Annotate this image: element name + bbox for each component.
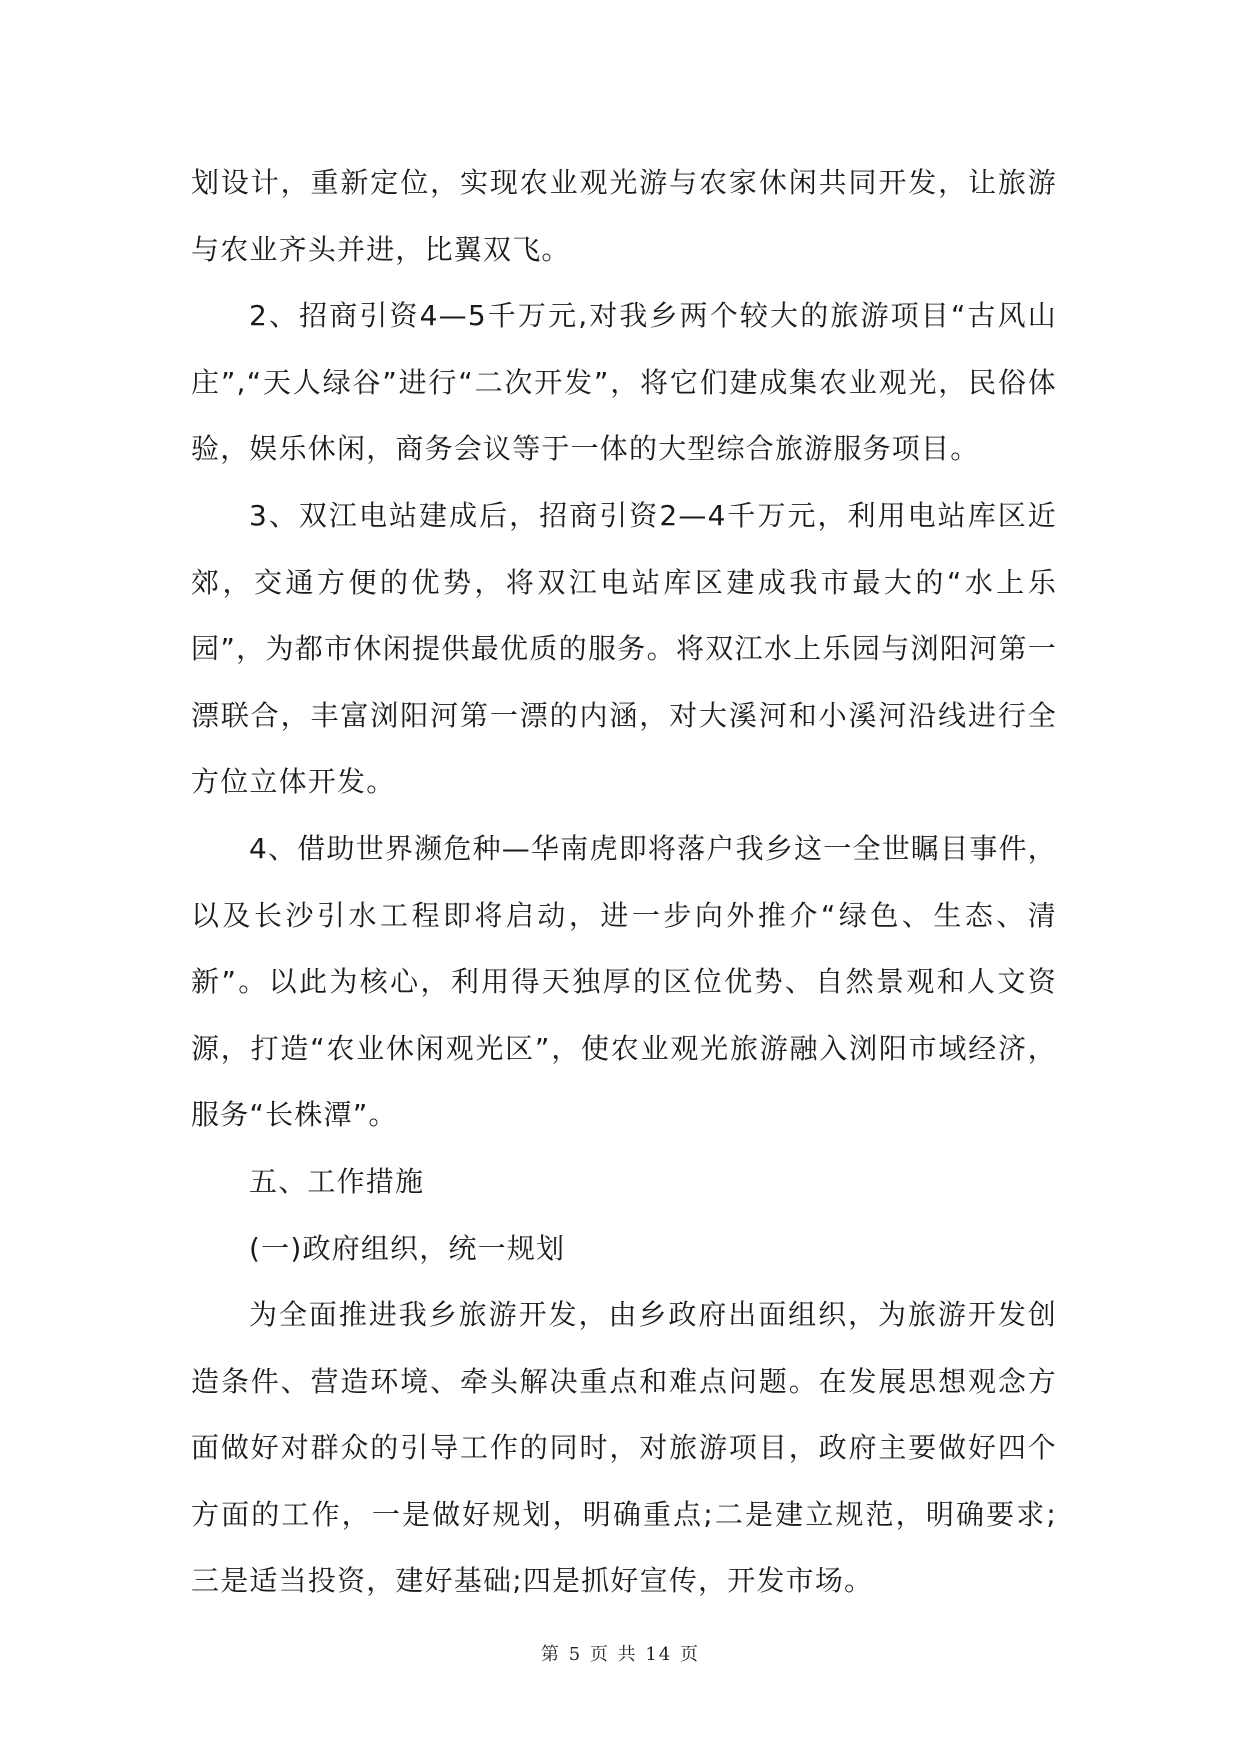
page-footer: 第 5 页 共 14 页	[541, 1644, 700, 1665]
section-heading: 五、工作措施	[249, 1164, 425, 1198]
paragraph-5: 为全面推进我乡旅游开发，由乡政府出面组织，为旅游开发创造条件、营造环境、牵头解决重点和难点问题。在发展思想观念方面做好对群众的引导工作的同时，对旅游项目，政府主要做好四个方面的工作，一是做好规划，明确重点;二是建立规范，明确要求;三是适当投资，建好基础;四是抓好宣传，开发市场。	[191, 1298, 1057, 1598]
paragraph-3: 3、双江电站建成后，招商引资2—4千万元，利用电站库区近郊，交通方便的优势，将双江电站库区建成我市最大的“水上乐园”，为都市休闲提供最优质的服务。将双江水上乐园与浏阳河第一漂联合，丰富浏阳河第一漂的内涵，对大溪河和小溪河沿线进行全方位立体开发。	[191, 498, 1057, 799]
paragraph-1: 划设计，重新定位，实现农业观光游与农家休闲共同开发，让旅游与农业齐头并进，比翼双飞。	[191, 166, 1057, 266]
subsection-heading: (一)政府组织，统一规划	[249, 1231, 566, 1265]
document-body	[191, 150, 1057, 1615]
paragraph-2: 2、招商引资4—5千万元,对我乡两个较大的旅游项目“古风山庄”,“天人绿谷”进行“二次开发”，将它们建成集农业观光，民俗体验，娱乐休闲，商务会议等于一体的大型综合旅游服务项目。	[191, 299, 1057, 466]
paragraph-4: 4、借助世界濒危种—华南虎即将落户我乡这一全世瞩目事件，以及长沙引水工程即将启动，进一步向外推介“绿色、生态、清新”。以此为核心，利用得天独厚的区位优势、自然景观和人文资源，打造“农业休闲观光区”，使农业观光旅游融入浏阳市域经济，服务“长株潭”。	[191, 831, 1057, 1132]
